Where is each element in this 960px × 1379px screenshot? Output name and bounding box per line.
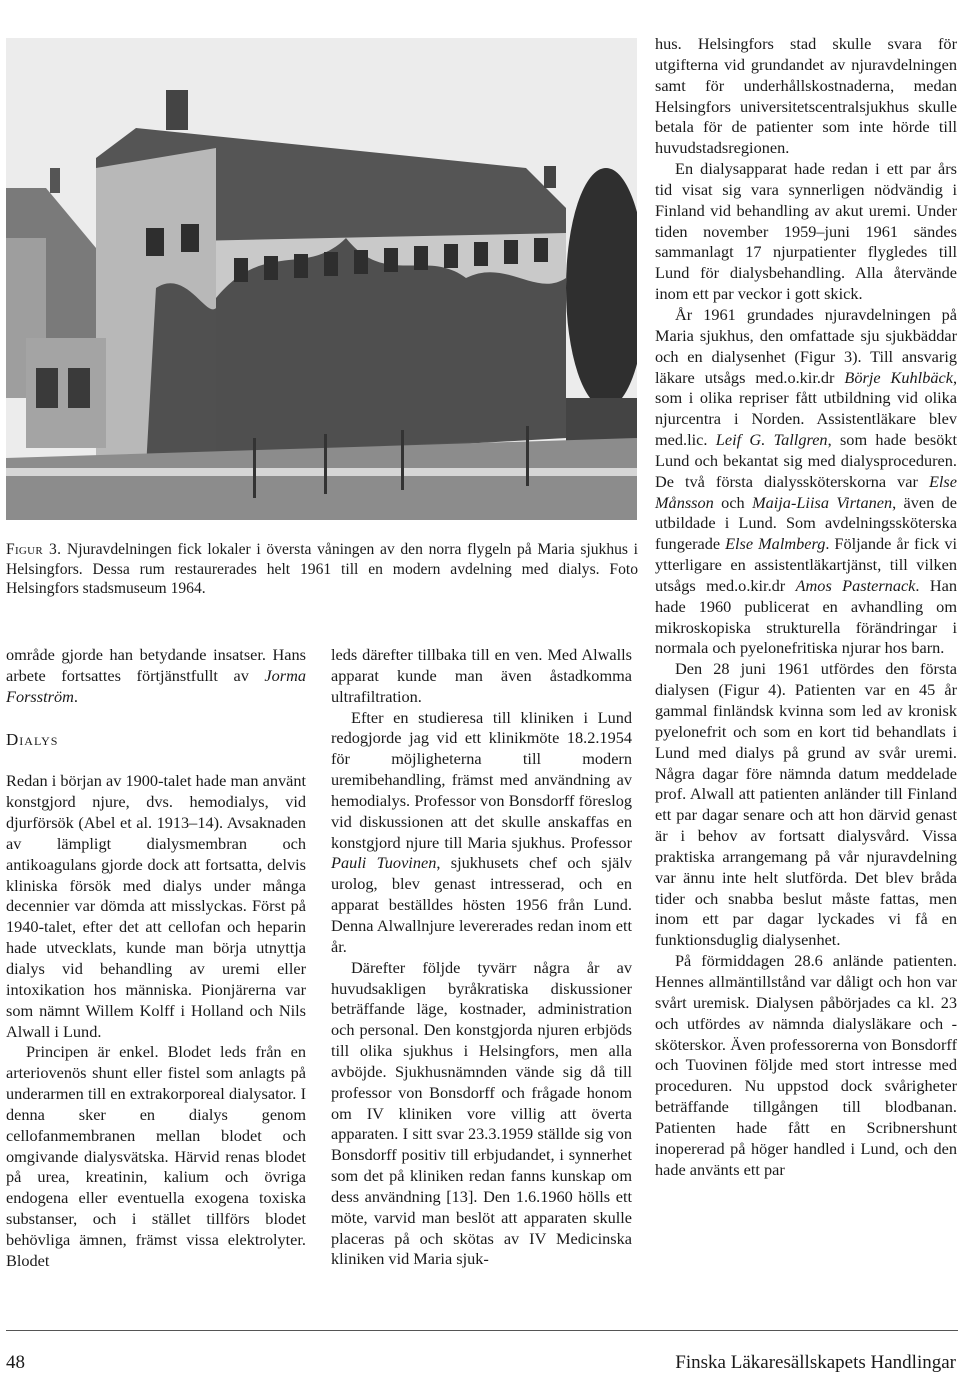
- paragraph: Därefter följde tyvärr några år av huvudsakligen byråkratiska diskussioner beträffande läge, kostnader, administration och personal. Den konstgjorda njuren erbjöds till olika sjukhus i Helsingfors, men alla avböjde. Sjukhusnämnden vände sig då till professor von Bonsdorff och frågade honom om IV kliniken vore villig att överta apparaten. I sitt svar 23.3.1959 ställde sig von Bonsdorff positiv till erbjudandet, i synnerhet som det på kliniken redan fanns kunskap om dess användning [13]. Den 1.6.1960 hölls ett möte, varvid man beslöt att apparaten skulle placeras på och skötas av IV Medicinska kliniken vid Maria sjuk-: [331, 957, 632, 1269]
- figure-caption: [6, 540, 638, 599]
- paragraph: [6, 645, 306, 708]
- text-span: . Följande år fick vi ytterligare en assistentläkartjänst, till vilken utsågs med.o.kir.dr: [655, 534, 958, 595]
- text-column-1: [6, 645, 306, 1272]
- text-column-2: [331, 645, 632, 1270]
- paragraph: hus. Helsingfors stad skulle svara för utgifterna vid grundandet av njuravdelningen samt för underhållskostnaderna, medan Helsingfors universitetscentralsjukhus skulle betala för de patienter som inte hörde till huvudstadsregionen.: [655, 34, 957, 158]
- text-span: År 1961 grundades njuravdelningen på Maria sjukhus, den omfattade sju sjukbäddar och en dialysenhet (Figur 3). Till ansvarig läkare utsågs med.o.kir.dr: [655, 304, 957, 387]
- paragraph: Redan i början av 1900-talet hade man använt konstgjord njure, dvs. hemodialys, vid djurförsök (Abel et al. 1913–14). Avsaknaden av lämpligt dialysmembran och antikoagulans gjorde dock att fortsatta, delvis kliniska försök med dialys under många decennier var dömda att misslyckas. Först på 1940-talet, efter det att cellofan och heparin hade utvecklats, kunde man börja utnyttja dialys vid behandling av uremi eller intoxikation hos människa. Pionjärerna var som nämnt Willem Kolff i Holland och Nils Alwall i Lund.: [6, 771, 306, 1041]
- paragraph: En dialysapparat hade redan i ett par års tid visat sig vara synnerligen nödvändig i Finland vid behandling av akut uremi. Under tiden november 1959–juni 1961 sändes sammanlagt 17 njurpatienter flygledes till Lund för dialysbehandling. Alla återvände inom ett par veckor i gott skick.: [655, 159, 957, 304]
- footer-divider: [6, 1330, 958, 1331]
- person-name: Jorma Forsström: [6, 665, 306, 706]
- text-span: och: [713, 492, 753, 512]
- paragraph: Principen är enkel. Blodet leds från en arteriovenös shunt eller fistel som anlagts på underarmen till en extrakorporeal dialysator. I denna sker en dialys genom cellofanmembranen mellan blodet och omgivande dialysvätska. Härvid renas blodet på urea, kreatinin, kalium och övriga endogena eller eventuella exogena toxiska substanser, och i stället tillförs blodet behövliga ämnen, främst vissa elektrolyter. Blodet: [6, 1042, 306, 1270]
- text-span: , även de utbildade i Lund. Som avdelningssköterska fungerade: [655, 492, 957, 554]
- paragraph: På förmiddagen 28.6 anlände patienten. Hennes allmäntillstånd var dåligt och hon var svårt uremisk. Dialysen påbörjades ca kl. 23 och utfördes av nämnda dialysläkare och -sköterskor. Även professorerna von Bonsdorff och Tuovinen följde med stort intresse med proceduren. Nu uppstod dock svårigheter beträffande tillgången till blodbanan. Patienten hade fått en Scribnershunt inopererad på höger handled i Lund, och den hade använts ett par: [655, 951, 957, 1179]
- text-span: .: [73, 686, 78, 706]
- journal-title: Finska Läkaresällskapets Handlingar: [675, 1352, 956, 1373]
- figure-label: Figur 3.: [6, 541, 62, 558]
- person-name: Amos Pasternack: [795, 575, 916, 595]
- text-column-3: [655, 34, 957, 1180]
- paragraph: leds därefter tillbaka till en ven. Med Alwalls apparat kunde man även åstadkomma ultrafiltration.: [331, 645, 632, 706]
- section-heading-dialys: Dialys: [6, 729, 59, 749]
- text-span: område gjorde han betydande insatser. Hans arbete fortsattes förtjänstfullt av: [6, 645, 306, 685]
- photo-illustration: [6, 38, 637, 520]
- text-span: . Han hade 1960 publicerat en avhandling om mikroskopiska strukturella förändringar i normala och pyelonefritiska njurar hos barn.: [655, 575, 957, 658]
- paragraph: Den 28 juni 1961 utfördes den första dialysen (Figur 4). Patienten var en 45 år gammal finländsk kvinna som led av kronisk pyelonefrit och som en kort tid behandlats i Lund med dialys på grund av svår uremi. Några dagar före nämnda datum meddelade prof. Alwall att patienten anländer till Finland ett par dagar senare och att hon därvid genast är i behov av fortsatt dialysvård. Vissa praktiska arrangemang på vår njuravdelning var ännu inte helt slutförda. Det blev bråda tider och snabba beslut måste fattas, men inom ett par dagar lyckades vi få en funktionsduglig dialysenhet.: [655, 659, 957, 950]
- text-span: Efter en studieresa till kliniken i Lund redogjorde jag vid ett klinikmöte 18.2.1954 för möjligheterna till modern uremibehandling, främst med användning av hemodialys. Professor von Bonsdorff föreslog vid diskussionen att det skulle anskaffas en konstgjord njure till Maria sjukhus. Professor: [331, 707, 632, 852]
- text-span: , sjukhusets chef och själv urolog, blev genast intresserad, och en apparat beställdes hösten 1956 från Lund. Denna Alwallnjure levererades redan inom ett år.: [331, 853, 632, 956]
- text-span: , som hade besökt Lund och bekantat sig med dialysproceduren. De två första dialyssköterskorna var: [655, 430, 957, 491]
- person-name: Leif G. Tallgren: [715, 430, 828, 450]
- paragraph: [331, 708, 632, 958]
- hospital-building-photo: [6, 38, 637, 520]
- figure-caption-text: Njuravdelningen fick lokaler i översta våningen av den norra flygeln på Maria sjukhus i Helsingfors. Dessa rum restaurerades helt 1961 till en modern avdelning med dialys. Foto Helsingfors stadsmuseum 1964.: [6, 541, 638, 597]
- person-name: Maija-Liisa Virtanen: [752, 492, 893, 512]
- text-span: , som i olika repriser fått utbildning vid olika njurcentra i Norden. Assistentläkare blev med.lic.: [655, 367, 958, 450]
- person-name: Pauli Tuovinen: [331, 853, 437, 873]
- person-name: Else Månsson: [655, 471, 957, 512]
- person-name: Else Malmberg: [725, 534, 826, 554]
- page-number: 48: [6, 1352, 25, 1373]
- person-name: Börje Kuhlbäck: [844, 367, 953, 387]
- paragraph: [655, 305, 957, 659]
